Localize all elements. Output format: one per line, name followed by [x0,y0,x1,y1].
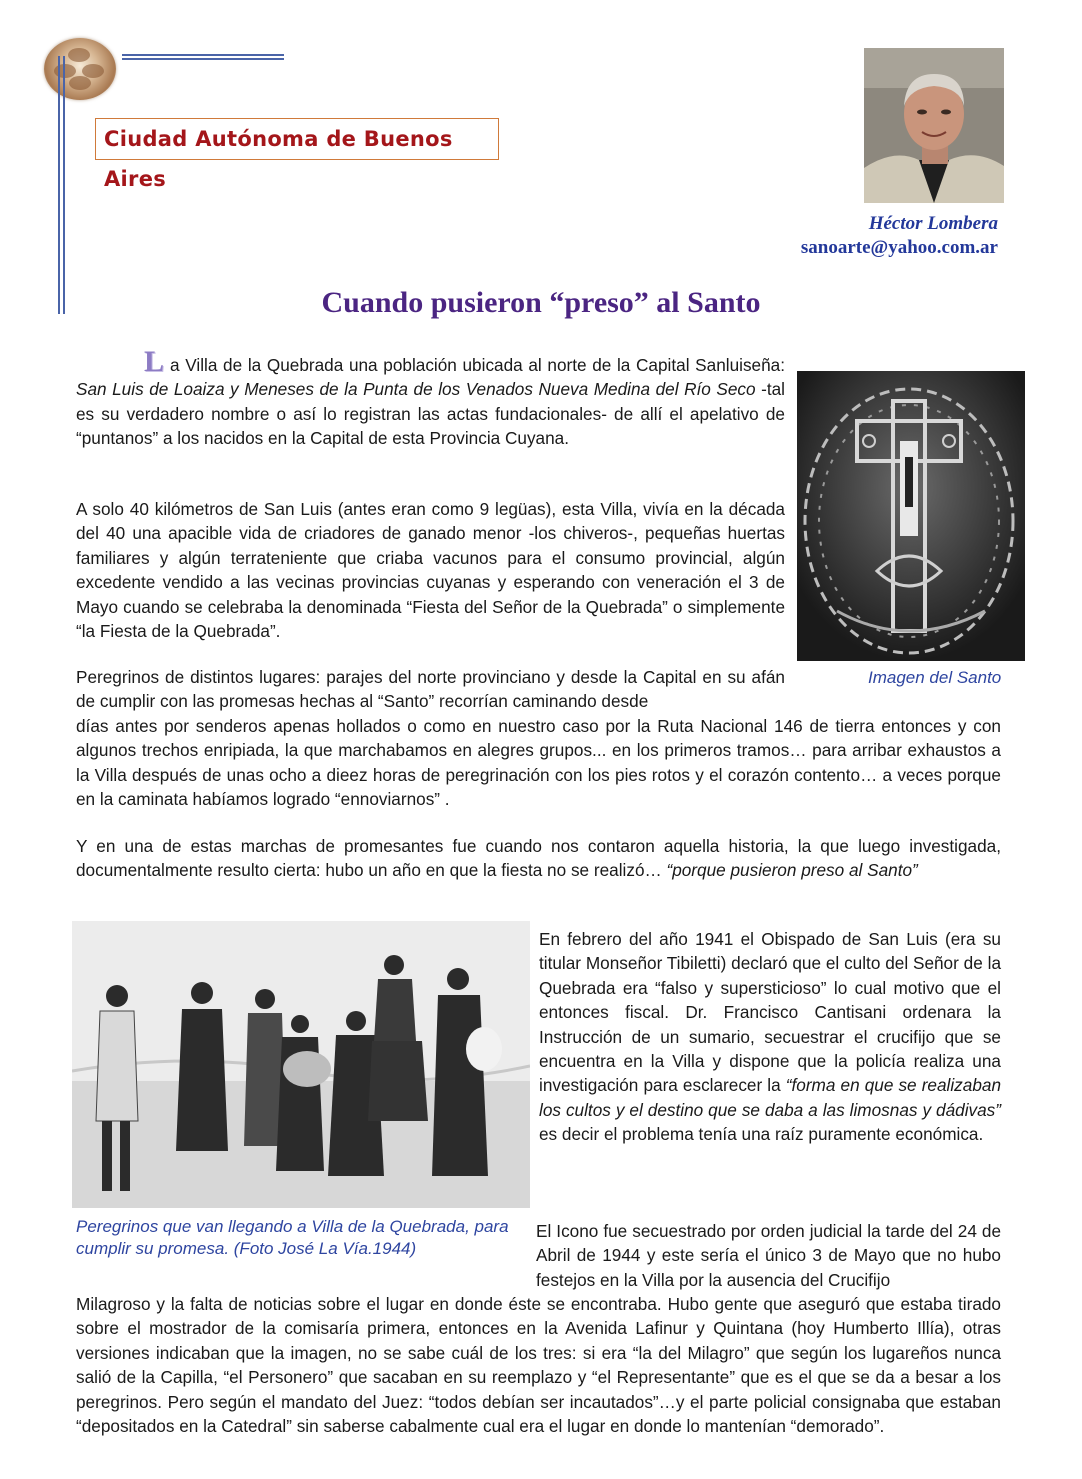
header-rule-bottom [122,58,284,60]
article-title: Cuando pusieron “preso” al Santo [321,286,761,319]
author-name: Héctor Lombera [868,213,998,234]
drop-cap: L [144,345,165,378]
peregrinos-caption: Peregrinos que van llegando a Villa de la Quebrada, para cumplir su promesa. (Foto José La Vía.1944) [76,1217,509,1258]
peregrinos-photo [72,921,530,1208]
paragraph-4: Y en una de estas marchas de promesantes fue cuando nos contaron aquella historia, la que luego investigada, documentalmente resulto cierta: hubo un año en que la fiesta no se realizó… “porque pusieron preso al Santo” [76,836,1001,881]
region-label: Ciudad Autónoma de Buenos Aires [95,118,499,160]
paragraph-3a: Peregrinos de distintos lugares: parajes del norte provinciano y desde la Capital en su afán de cumplir con las promesas hechas al “Santo” recorrían caminando desde [76,667,785,712]
paragraph-6b: Milagroso y la falta de noticias sobre el lugar en donde éste se encontraba. Hubo gente que aseguró que estaba tirado sobre el mostrador de la comisaría primera, entonces en la Avenida Lafinur y Quintana (hoy Humberto Illía), otras versiones indicaban que la imagen, no se sabe cuál de los tres: si era “la del Milagro” que según los lugareños nunca salió de la Capilla, “el Personero” que sacaban en su reemplazo y “el Representante” que es el que se da a besar a los peregrinos. Pero según el mandato del Juez: “todos debían ser incautados”…y el parte policial consignaba que estaban “depositados en la Catedral” sin saberse cabalmente cual era el lugar en donde lo mantenían “demorado”. [76,1294,1001,1437]
santo-photo [797,371,1025,661]
paragraph-3b: días antes por senderos apenas hollados o como en nuestro caso por la Ruta Nacional 146 de tierra entonces y con algunos trechos enripiada, la que marchabamos en alegres grupos... en los primeros tramos… para arribar exhaustos a la Villa después de unas ocho a dieez horas de peregrinación con los pies rotos y el corazón contento… a veces porque en la caminata habíamos logrado “ennoviarnos” . [76,716,1001,810]
header-rule-top [122,54,284,56]
paragraph-2: A solo 40 kilómetros de San Luis (antes eran como 9 legüas), esta Villa, vivía en la década del 40 una apacible vida de criadores de ganado menor -los chiveros-, pequeñas huertas familiares y algún terrateniente que criaba vacunos para el consumo provincial, algún excedente vendido a las vecinas provincias cuyanas y esperando con veneración el 3 de Mayo cuando se celebraba la denominada “Fiesta del Señor de la Quebrada” o simplemente “la Fiesta de la Quebrada”. [76,499,785,642]
author-portrait [864,48,1004,203]
margin-rule-left [58,56,60,314]
author-email: sanoarte@yahoo.com.ar [800,237,998,258]
logo-emblem-icon [44,38,116,100]
santo-caption: Imagen del Santo [868,668,1002,687]
margin-rule-right [63,56,65,314]
paragraph-5: En febrero del año 1941 el Obispado de San Luis (era su titular Monseñor Tibiletti) declaró que el culto del Señor de la Quebrada era “falso y supersticioso” lo cual motivo que el entonces fiscal. Dr. Francisco Cantisani ordenara la Instrucción de un sumario, secuestrar el crucifijo que se encuentra en la Villa y dispone que la policía realiza una investigación para esclarecer la “forma en que se realizaban los cultos y el destino que se daba a las limosnas y dádivas” es decir el problema tenía una raíz puramente económica. [539,929,1002,1145]
author-block [801,212,998,260]
paragraph-6a: El Icono fue secuestrado por orden judicial la tarde del 24 de Abril de 1944 y este sería el único 3 de Mayo que no hubo festejos en la Villa por la ausencia del Crucifijo [536,1221,1001,1290]
paragraph-1: La Villa de la Quebrada una población ubicada al norte de la Capital Sanluiseña: San Luis de Loaiza y Meneses de la Punta de los Venados Nueva Medina del Río Seco -tal es su verdadero nombre o así lo registran las actas fundacionales- de allí el apelativo de “puntanos” a los nacidos en la Capital de esta Provincia Cuyana. [76,345,785,449]
